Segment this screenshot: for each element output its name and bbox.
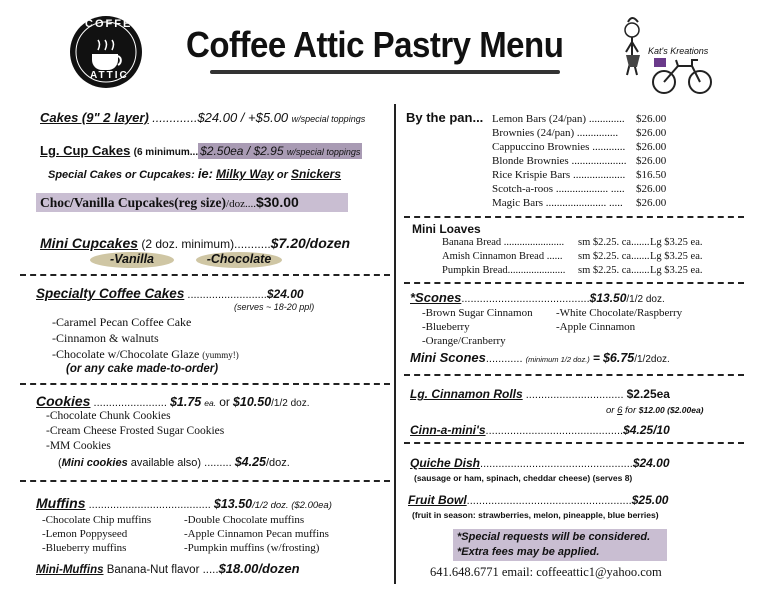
fruit-title: Fruit Bowl bbox=[408, 493, 467, 507]
cinn-mini-title: Cinn-a-mini's bbox=[410, 423, 486, 437]
by-pan-price: $26.00 bbox=[636, 155, 667, 167]
muffin-left-3: -Blueberry muffins bbox=[42, 542, 127, 554]
by-pan-item: Cappuccino Brownies ............ bbox=[492, 141, 626, 153]
vanilla-option bbox=[90, 252, 174, 268]
mini-loaf-name: Pumpkin Bread...................... bbox=[442, 265, 566, 276]
cupcakes-price-highlight bbox=[198, 143, 362, 159]
cinnamon-or: or bbox=[606, 405, 615, 416]
coffee-cake-item-2: -Cinnamon & walnuts bbox=[52, 331, 159, 345]
fruit-row bbox=[408, 493, 668, 507]
mini-muffins-text: Banana-Nut flavor ..... bbox=[106, 564, 219, 576]
cinnamon-price: $2.25ea bbox=[626, 387, 670, 401]
muffin-left-1: -Chocolate Chip muffins bbox=[42, 514, 152, 526]
cinnamon-deal-row bbox=[606, 405, 704, 416]
choc-vanilla-row bbox=[36, 193, 348, 212]
cupcakes-price: $2.50ea / $2.95 bbox=[200, 144, 284, 158]
scone-right-1: -White Chocolate/Raspberry bbox=[556, 307, 683, 319]
cinn-mini-price: $4.25/10 bbox=[623, 423, 670, 437]
by-pan-item: Rice Krispie Bars ................... bbox=[492, 169, 626, 181]
cookies-row bbox=[36, 393, 310, 409]
scones-doz: /1/2 doz. bbox=[626, 294, 665, 305]
by-pan-item: Brownies (24/pan) ............... bbox=[492, 127, 619, 139]
scone-left-2: -Blueberry bbox=[422, 321, 470, 333]
mini-cookies-row bbox=[58, 455, 290, 469]
mini-scones-min: (minimum 1/2 doz.) bbox=[525, 355, 590, 364]
muffin-left-2: -Lemon Poppyseed bbox=[42, 528, 128, 540]
cakes-dots: ............. bbox=[152, 111, 198, 125]
cinnamon-dots: ................................ bbox=[525, 389, 624, 401]
scone-left-1: -Brown Sugar Cinnamon bbox=[422, 307, 533, 319]
quiche-price: $24.00 bbox=[632, 456, 670, 470]
cakes-title: Cakes (9" 2 layer) bbox=[40, 110, 149, 125]
muffins-doz: /1/2 doz. ($2.00ea) bbox=[252, 500, 332, 511]
cookie-item-2: -Cream Cheese Frosted Sugar Cookies bbox=[46, 425, 225, 437]
mini-loaf-lg: Lg $3.25 ea. bbox=[650, 251, 703, 262]
muffin-right-1: -Double Chocolate muffins bbox=[184, 514, 305, 526]
special-snickers: Snickers bbox=[290, 167, 342, 181]
cakes-note: w/special toppings bbox=[291, 114, 366, 124]
cookies-price-2: $10.50 bbox=[232, 395, 272, 409]
divider-right-2 bbox=[404, 282, 744, 284]
mini-loaf-name: Amish Cinnamon Bread ...... bbox=[442, 251, 563, 262]
cookies-price-1: $1.75 bbox=[169, 395, 202, 409]
divider-left-2 bbox=[20, 383, 390, 385]
muffin-right-2: -Apple Cinnamon Pecan muffins bbox=[184, 528, 329, 540]
cookies-doz: /1/2 doz. bbox=[271, 398, 310, 409]
by-pan-price: $26.00 bbox=[636, 197, 667, 209]
cookies-ea: ea. bbox=[204, 398, 217, 408]
special-cakes-row bbox=[48, 166, 341, 181]
cinn-mini-dots: ............................................. bbox=[485, 425, 624, 437]
mini-loaf-name: Banana Bread ....................... bbox=[442, 237, 565, 248]
scones-row bbox=[410, 290, 665, 305]
coffee-cake-yummy: (yummy!) bbox=[202, 350, 239, 360]
mini-loaf-lg: Lg $3.25 ea. bbox=[650, 265, 703, 276]
mini-cookies-label: Mini cookies bbox=[61, 457, 128, 469]
contact-email-label: email: bbox=[501, 565, 534, 579]
muffins-row bbox=[36, 495, 332, 511]
scone-right-2: -Apple Cinnamon bbox=[556, 321, 636, 333]
mini-muffins-title: Mini-Muffins bbox=[36, 564, 104, 576]
special-note-2: *Extra fees may be applied. bbox=[457, 546, 600, 558]
cookies-or: or bbox=[219, 395, 230, 409]
fruit-desc: (fruit in season: strawberries, melon, pineapple, blue berries) bbox=[412, 510, 659, 520]
choc-text: Choc/Vanilla Cupcakes(reg size) bbox=[40, 195, 227, 210]
coffee-cakes-dots: .......................... bbox=[187, 289, 267, 301]
divider-right-3 bbox=[404, 374, 744, 376]
by-pan-price: $26.00 bbox=[636, 113, 667, 125]
scone-left-3: -Orange/Cranberry bbox=[422, 335, 506, 347]
divider-right-4 bbox=[404, 442, 744, 444]
coffee-cakes-price: $24.00 bbox=[266, 287, 304, 301]
special-text: Special Cakes or Cupcakes: bbox=[48, 169, 195, 181]
by-pan-price: $26.00 bbox=[636, 127, 667, 139]
vanilla-label: -Vanilla bbox=[110, 252, 154, 266]
cupcakes-min: (6 minimum... bbox=[133, 147, 199, 158]
chocolate-option bbox=[196, 252, 282, 268]
mini-cookies-open: ( bbox=[58, 457, 62, 469]
mini-scones-row bbox=[410, 350, 670, 365]
mini-muffins-price: $18.00/dozen bbox=[218, 561, 300, 576]
by-pan-item: Lemon Bars (24/pan) ............. bbox=[492, 113, 625, 125]
quiche-dots: .................................................. bbox=[480, 458, 633, 470]
cupcakes-row bbox=[40, 143, 362, 158]
mini-loaves-title: Mini Loaves bbox=[412, 222, 481, 236]
logo-text-bottom: ATTIC bbox=[90, 70, 129, 81]
scones-price: $13.50 bbox=[589, 291, 627, 305]
mini-cookies-doz: /doz. bbox=[266, 457, 290, 469]
by-pan-item: Blonde Brownies .................... bbox=[492, 155, 627, 167]
scones-title: *Scones bbox=[410, 290, 462, 305]
mini-scones-dots: ............ bbox=[485, 353, 523, 365]
quiche-title: Quiche Dish bbox=[410, 456, 481, 470]
muffins-dots: ........................................ bbox=[88, 499, 211, 511]
coffee-cakes-serves: (serves ~ 18-20 ppl) bbox=[234, 302, 315, 312]
special-note-1: *Special requests will be considered. bbox=[457, 531, 651, 543]
muffins-title: Muffins bbox=[36, 495, 86, 511]
cinnamon-for: for bbox=[625, 405, 637, 416]
cupcakes-note: w/special toppings bbox=[286, 147, 361, 157]
title-underline bbox=[210, 70, 560, 74]
cookie-item-1: -Chocolate Chunk Cookies bbox=[46, 410, 171, 422]
cupcakes-title: Lg. Cup Cakes bbox=[40, 143, 131, 158]
quiche-desc: (sausage or ham, spinach, cheddar cheese) (serves 8) bbox=[414, 473, 633, 483]
choc-dots: /doz.... bbox=[226, 198, 256, 210]
chocolate-label: -Chocolate bbox=[206, 252, 272, 266]
mini-loaf-sm: sm $2.25. ca....... bbox=[578, 251, 650, 262]
cinnamon-row bbox=[410, 387, 670, 401]
contact-email-link[interactable]: coffeeattic1@yahoo.com bbox=[536, 565, 662, 579]
cinn-mini-row bbox=[410, 423, 670, 437]
mini-cookies-price: $4.25 bbox=[234, 455, 266, 469]
by-pan-price: $26.00 bbox=[636, 141, 667, 153]
mini-cupcakes-min: (2 doz. minimum)........... bbox=[141, 237, 271, 251]
cakes-row bbox=[40, 110, 365, 125]
mini-scones-doz: /1/2doz. bbox=[634, 354, 670, 365]
mini-scones-title: Mini Scones bbox=[410, 350, 486, 365]
choc-price: $30.00 bbox=[255, 194, 299, 210]
cakes-price: $24.00 / +$5.00 bbox=[197, 110, 289, 125]
mini-scones-eq: = bbox=[592, 351, 600, 365]
page-title: Coffee Attic Pastry Menu bbox=[186, 24, 564, 65]
mini-cupcakes-price: $7.20/dozen bbox=[270, 235, 351, 251]
special-or: or bbox=[276, 169, 288, 181]
mini-cupcakes-row bbox=[40, 235, 350, 251]
mini-scones-price: $6.75 bbox=[602, 351, 635, 365]
by-pan-item: Scotch-a-roos ................... ..... bbox=[492, 183, 625, 195]
by-pan-price: $26.00 bbox=[636, 183, 667, 195]
divider-right-1 bbox=[404, 216, 744, 218]
kats-kreations-text: Kat's Kreations bbox=[648, 46, 709, 56]
special-milky-way: Milky Way bbox=[216, 167, 274, 181]
mini-loaf-sm: sm $2.25. ca....... bbox=[578, 237, 650, 248]
muffins-price: $13.50 bbox=[213, 497, 253, 511]
by-pan-item: Magic Bars ...................... ..... bbox=[492, 197, 623, 209]
mini-muffins-row bbox=[36, 561, 300, 576]
cookies-dots: ........................ bbox=[93, 397, 167, 409]
muffin-right-3: -Pumpkin muffins (w/frosting) bbox=[184, 542, 320, 554]
coffee-cakes-row bbox=[36, 286, 304, 301]
coffee-cake-item-3: -Chocolate w/Chocolate Glaze bbox=[52, 347, 200, 361]
by-pan-title: By the pan... bbox=[406, 110, 484, 125]
cinnamon-six: 6 bbox=[617, 405, 623, 416]
logo-text-top: COFFEE bbox=[85, 18, 142, 30]
by-pan-price: $16.50 bbox=[636, 169, 667, 181]
coffee-cake-item-3-row bbox=[52, 347, 239, 362]
scones-dots: .......................................... bbox=[461, 293, 590, 305]
contact-row bbox=[430, 565, 662, 580]
quiche-row bbox=[410, 456, 670, 470]
cookies-title: Cookies bbox=[36, 393, 91, 409]
mini-cookies-rest: available also) ......... bbox=[130, 457, 232, 469]
coffee-cakes-title: Specialty Coffee Cakes bbox=[36, 286, 185, 301]
coffee-cake-item-1: -Caramel Pecan Coffee Cake bbox=[52, 315, 192, 329]
divider-left-3 bbox=[20, 480, 390, 482]
fruit-dots: ...................................................... bbox=[466, 495, 632, 507]
coffee-cakes-order: (or any cake made-to-order) bbox=[66, 363, 219, 375]
cinnamon-title: Lg. Cinnamon Rolls bbox=[410, 387, 523, 401]
mini-loaf-sm: sm $2.25. ca....... bbox=[578, 265, 650, 276]
mini-loaf-lg: Lg $3.25 ea. bbox=[650, 237, 703, 248]
column-divider bbox=[394, 104, 396, 584]
cinnamon-deal: $12.00 ($2.00ea) bbox=[638, 405, 704, 415]
fruit-price: $25.00 bbox=[631, 493, 669, 507]
cookie-item-3: -MM Cookies bbox=[46, 440, 111, 452]
divider-left-1 bbox=[20, 274, 390, 276]
special-ie: ie: bbox=[197, 166, 213, 181]
mini-cupcakes-title: Mini Cupcakes bbox=[40, 235, 139, 251]
contact-phone: 641.648.6771 bbox=[430, 565, 499, 579]
